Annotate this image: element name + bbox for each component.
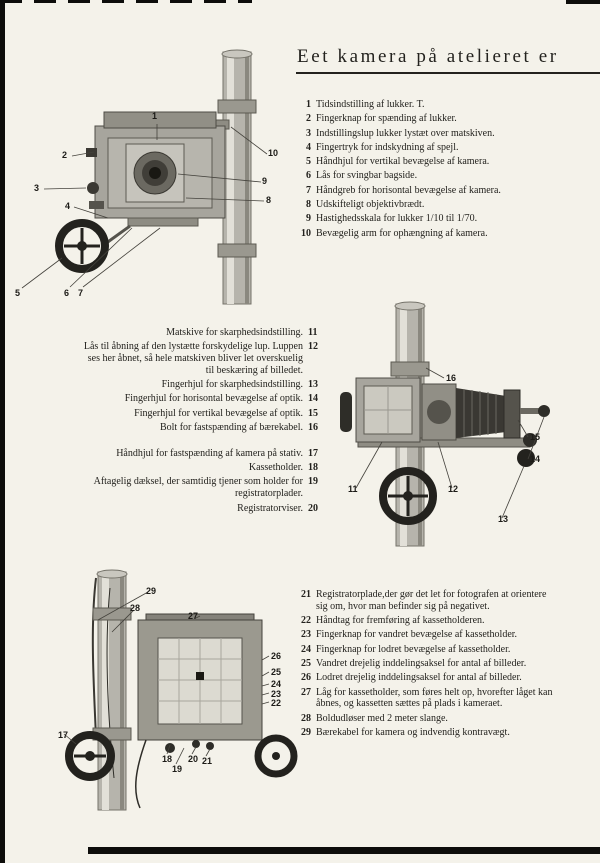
page-title: Eet kamera på atelieret er xyxy=(297,46,559,67)
legend-item-number: 21 xyxy=(301,589,311,600)
legend-item-text: Låg for kassetholder, som føres helt op, hvorefter låget kan åbnes, og kassetten sættes på plads i kameraet. xyxy=(316,686,553,710)
figure3-callout: 21 xyxy=(202,756,213,766)
camera-front-illustration xyxy=(10,48,300,313)
legend-item xyxy=(297,228,555,240)
legend-item-number: 16 xyxy=(308,422,318,434)
figure3-callout: 24 xyxy=(271,679,282,689)
figure1-callout: 7 xyxy=(78,288,84,298)
legend-item-text: Tidsindstilling af lukker. T. xyxy=(316,99,425,110)
legend-item-text: Hastighedsskala for lukker 1/10 til 1/70. xyxy=(316,213,478,225)
figure1-callout: 8 xyxy=(266,195,272,205)
vertical-handwheel xyxy=(383,471,433,521)
legend-item-number: 10 xyxy=(301,227,311,239)
legend-item-number: 29 xyxy=(301,726,311,738)
figure2-callout: 12 xyxy=(448,484,459,494)
legend-item-text: Kassetholder. xyxy=(248,462,303,474)
legend-item xyxy=(297,185,555,197)
camera-back-illustration xyxy=(50,568,300,813)
legend-item xyxy=(297,170,555,182)
cassette-holder xyxy=(136,611,262,808)
figure3-callout: 29 xyxy=(146,586,157,596)
legend-item-number: 8 xyxy=(306,199,311,211)
legend-item-number: 27 xyxy=(301,686,311,698)
scan-edge-top-corner xyxy=(566,0,600,4)
legend-item xyxy=(80,448,322,460)
legend-item-number: 28 xyxy=(301,712,311,724)
legend-item-text: Fingerhjul for vertikal bevægelse af optik. xyxy=(134,407,303,419)
legend-item xyxy=(80,462,322,474)
legend-item-number: 18 xyxy=(308,462,318,474)
figure2-callout: 14 xyxy=(530,454,541,464)
figure3-callout: 25 xyxy=(271,667,282,677)
legend-item xyxy=(80,327,322,339)
legend-item-number: 20 xyxy=(308,502,318,514)
legend-item-number: 14 xyxy=(308,393,318,405)
legend-item-text: Fingerknap for lodret bevægelse af kassetholder. xyxy=(316,643,511,655)
legend-item-text: Vandret drejelig inddelingsaksel for antal af billeder. xyxy=(316,657,527,669)
legend-item xyxy=(80,379,322,391)
legend-item-text: Registratorplade,der gør det let for fotografen at orientere sig om, hvor man befinder sig på negativet. xyxy=(316,589,547,612)
legend-item-number: 19 xyxy=(308,476,318,488)
legend-item-text: Fingerknap for spænding af lukker. xyxy=(316,113,457,125)
legend-item-number: 6 xyxy=(306,170,311,182)
figure1-callout: 3 xyxy=(34,183,40,193)
figure1-callout: 2 xyxy=(62,150,68,160)
legend-item-number: 1 xyxy=(306,99,311,110)
legend-item xyxy=(297,213,555,225)
legend-item-number: 24 xyxy=(301,643,311,655)
figure-camera-back-view xyxy=(50,568,300,813)
title-rule xyxy=(296,72,600,74)
legend-item-text: Håndhjul for vertikal bevægelse af kamera. xyxy=(316,156,490,168)
legend-item-text: Aftagelig dæksel, der samtidig tjener som holder for registratorplader. xyxy=(93,476,303,500)
legend-list-top xyxy=(297,99,555,242)
legend-item-number: 5 xyxy=(306,156,311,168)
figure3-callout: 28 xyxy=(130,603,141,613)
legend-item-text: Fingertryk for indskydning af spejl. xyxy=(316,141,459,153)
figure3-callout: 22 xyxy=(271,698,282,708)
legend-item-text: Udskifteligt objektivbrædt. xyxy=(316,199,425,211)
figure2-callout: 11 xyxy=(348,484,358,494)
legend-list-middle xyxy=(80,327,322,517)
legend-item xyxy=(297,629,555,641)
figure3-callout: 27 xyxy=(188,611,199,621)
legend-item xyxy=(297,713,555,725)
legend-item xyxy=(80,503,322,515)
figure1-callout: 5 xyxy=(15,288,21,298)
legend-item-number: 15 xyxy=(308,407,318,419)
legend-item xyxy=(80,408,322,420)
legend-item-text: Lodret drejelig inddelingsaksel for antal af billeder. xyxy=(316,672,522,684)
legend-item-number: 13 xyxy=(308,379,318,391)
legend-item-text: Matskive for skarphedsindstilling. xyxy=(166,327,303,338)
legend-item xyxy=(80,393,322,405)
legend-item xyxy=(297,672,555,684)
legend-item-number: 26 xyxy=(301,672,311,684)
camera-body xyxy=(340,378,550,467)
legend-item xyxy=(297,644,555,656)
figure3-callout: 23 xyxy=(271,689,282,699)
legend-item-number: 23 xyxy=(301,629,311,641)
legend-item xyxy=(297,99,555,111)
legend-item-text: Fingerhjul for skarphedsindstilling. xyxy=(161,379,303,391)
scan-edge-left xyxy=(0,0,5,863)
legend-item-text: Fingerknap for vandret bevægelse af kassetholder. xyxy=(316,629,518,641)
legend-item-text: Bevægelig arm for ophængning af kamera. xyxy=(316,227,488,239)
figure1-callout: 9 xyxy=(262,176,268,186)
legend-item xyxy=(297,589,555,613)
vertical-handwheel xyxy=(59,223,105,269)
legend-item-text: Registratorviser. xyxy=(237,502,303,514)
legend-item xyxy=(297,156,555,168)
figure1-callout: 6 xyxy=(64,288,70,298)
legend-item-number: 9 xyxy=(306,213,311,225)
legend-item-text: Boldudløser med 2 meter slange. xyxy=(316,712,448,724)
legend-item-number: 4 xyxy=(306,141,311,153)
legend-item-text: Lås for svingbar bagside. xyxy=(316,170,418,182)
legend-item-text: Lås til åbning af den lystætte forskydelige lup. Luppen ses her åbnet, så hele matskiven bliver let overskuelig til beskæring af billedet. xyxy=(83,341,303,376)
clamp-handwheel xyxy=(69,735,111,777)
legend-item-text: Fingerhjul for horisontal bevægelse af optik. xyxy=(124,393,303,405)
camera-body xyxy=(86,112,229,244)
legend-item xyxy=(297,113,555,125)
legend-item xyxy=(297,615,555,627)
legend-item xyxy=(297,687,555,711)
figure1-callout: 10 xyxy=(268,148,279,158)
legend-item-number: 22 xyxy=(301,615,311,627)
feed-handwheel xyxy=(258,738,294,774)
legend-item-number: 2 xyxy=(306,113,311,125)
figure3-callout: 18 xyxy=(162,754,173,764)
camera-side-illustration xyxy=(330,300,590,550)
legend-item-number: 25 xyxy=(301,657,311,669)
figure-camera-side-view xyxy=(330,300,590,550)
figure-camera-front-view xyxy=(10,48,300,313)
scan-edge-bottom xyxy=(88,847,600,854)
figure1-callout: 4 xyxy=(65,201,71,211)
legend-item-number: 3 xyxy=(306,127,311,139)
scan-edge-top-dashes xyxy=(0,0,252,3)
figure3-callout: 20 xyxy=(188,754,199,764)
legend-item-text: Indstillingslup lukker lystæt over matskiven. xyxy=(316,127,495,139)
legend-item-number: 17 xyxy=(308,447,318,459)
legend-item-number: 12 xyxy=(308,341,318,353)
legend-item-text: Bærekabel for kamera og indvendig kontravægt. xyxy=(316,726,510,738)
legend-item-number: 7 xyxy=(306,184,311,196)
figure3-callout: 26 xyxy=(271,651,282,661)
legend-item xyxy=(297,142,555,154)
legend-item xyxy=(297,199,555,211)
legend-item xyxy=(297,727,555,739)
legend-item xyxy=(80,341,322,376)
figure2-callout: 16 xyxy=(446,373,457,383)
figure2-callout: 13 xyxy=(498,514,509,524)
legend-item-text: Håndtag for fremføring af kassetholderen. xyxy=(316,615,485,627)
legend-item xyxy=(80,476,322,500)
legend-item xyxy=(297,658,555,670)
legend-item xyxy=(80,422,322,434)
legend-item-text: Håndgreb for horisontal bevægelse af kamera. xyxy=(316,184,501,196)
figure2-callout: 15 xyxy=(530,432,541,442)
figure3-callout: 19 xyxy=(172,764,183,774)
legend-item-number: 11 xyxy=(308,327,318,338)
legend-item xyxy=(297,128,555,140)
figure1-callout: 1 xyxy=(152,111,158,121)
legend-list-bottom xyxy=(297,589,555,741)
legend-item-text: Håndhjul for fastspænding af kamera på stativ. xyxy=(116,447,303,459)
figure3-callout: 17 xyxy=(58,730,69,740)
legend-item-text: Bolt for fastspænding af bærekabel. xyxy=(159,422,303,434)
